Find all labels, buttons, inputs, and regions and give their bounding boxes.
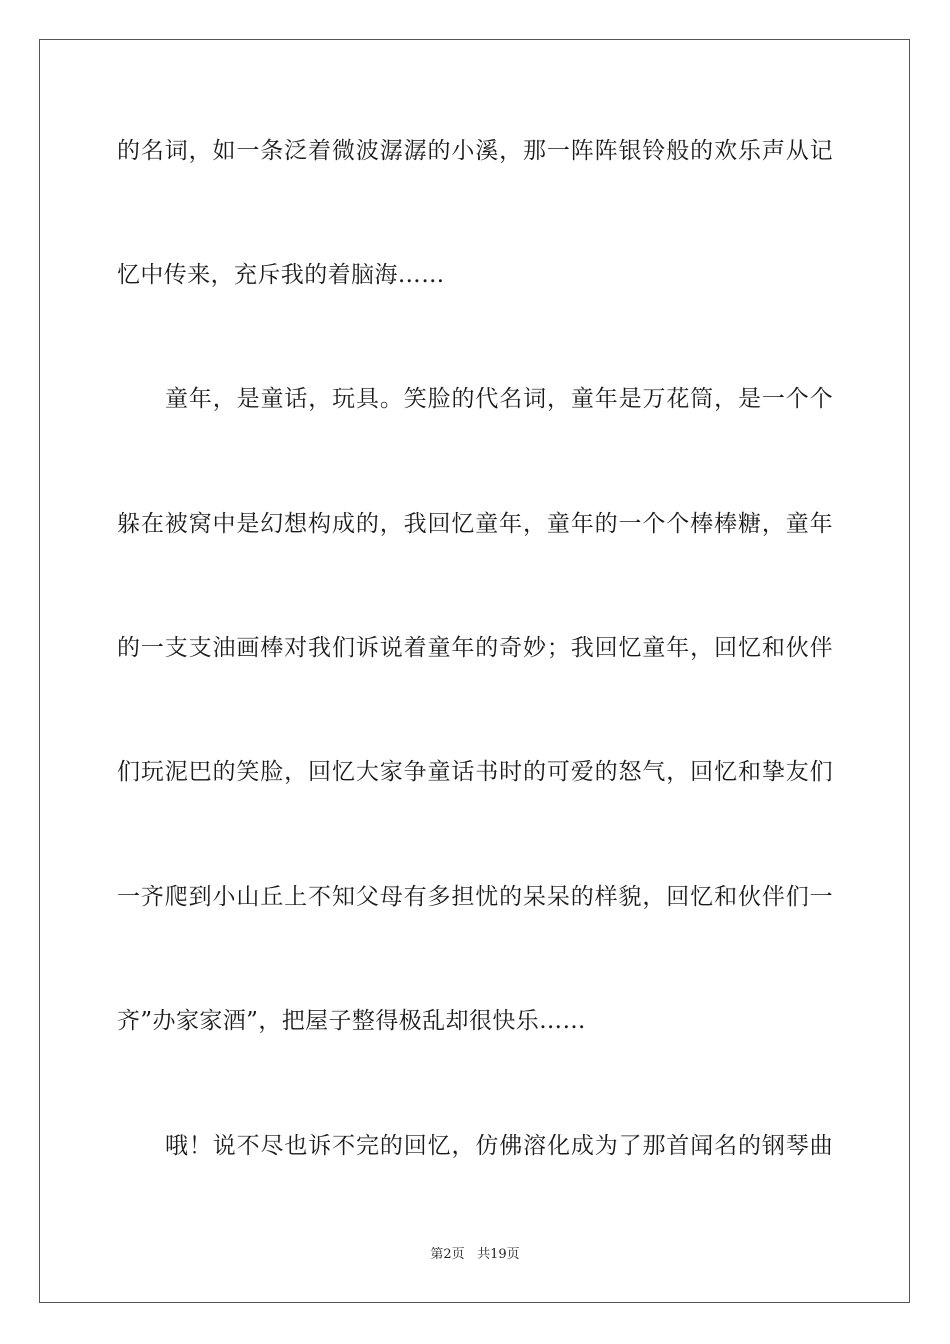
text-line: 哦！说不尽也诉不完的回忆，仿佛溶化成为了那首闻名的钢琴曲: [165, 1133, 833, 1159]
page-total: 共19页: [477, 1247, 520, 1262]
text-line: 一齐爬到小山丘上不知父母有多担忧的呆呆的样貌，回忆和伙伴们一: [117, 884, 833, 910]
text-line: 的一支支油画棒对我们诉说着童年的奇妙；我回忆童年，回忆和伙伴: [117, 635, 833, 661]
page-number: 第2页: [430, 1247, 465, 1262]
text-line: 童年，是童话，玩具。笑脸的代名词，童年是万花筒，是一个个: [165, 386, 833, 412]
text-line: 们玩泥巴的笑脸，回忆大家争童话书时的可爱的怒气，回忆和挚友们: [117, 759, 833, 785]
text-line: 忆中传来，充斥我的着脑海……: [117, 262, 445, 288]
text-line: 的名词，如一条泛着微波潺潺的小溪，那一阵阵银铃般的欢乐声从记: [117, 138, 833, 164]
page-frame: [39, 39, 910, 1303]
page-footer: [0, 1246, 950, 1264]
text-line: 齐”办家家酒”，把屋子整得极乱却很快乐……: [117, 1008, 586, 1034]
text-line: 躲在被窝中是幻想构成的，我回忆童年，童年的一个个棒棒糖，童年: [117, 511, 833, 537]
